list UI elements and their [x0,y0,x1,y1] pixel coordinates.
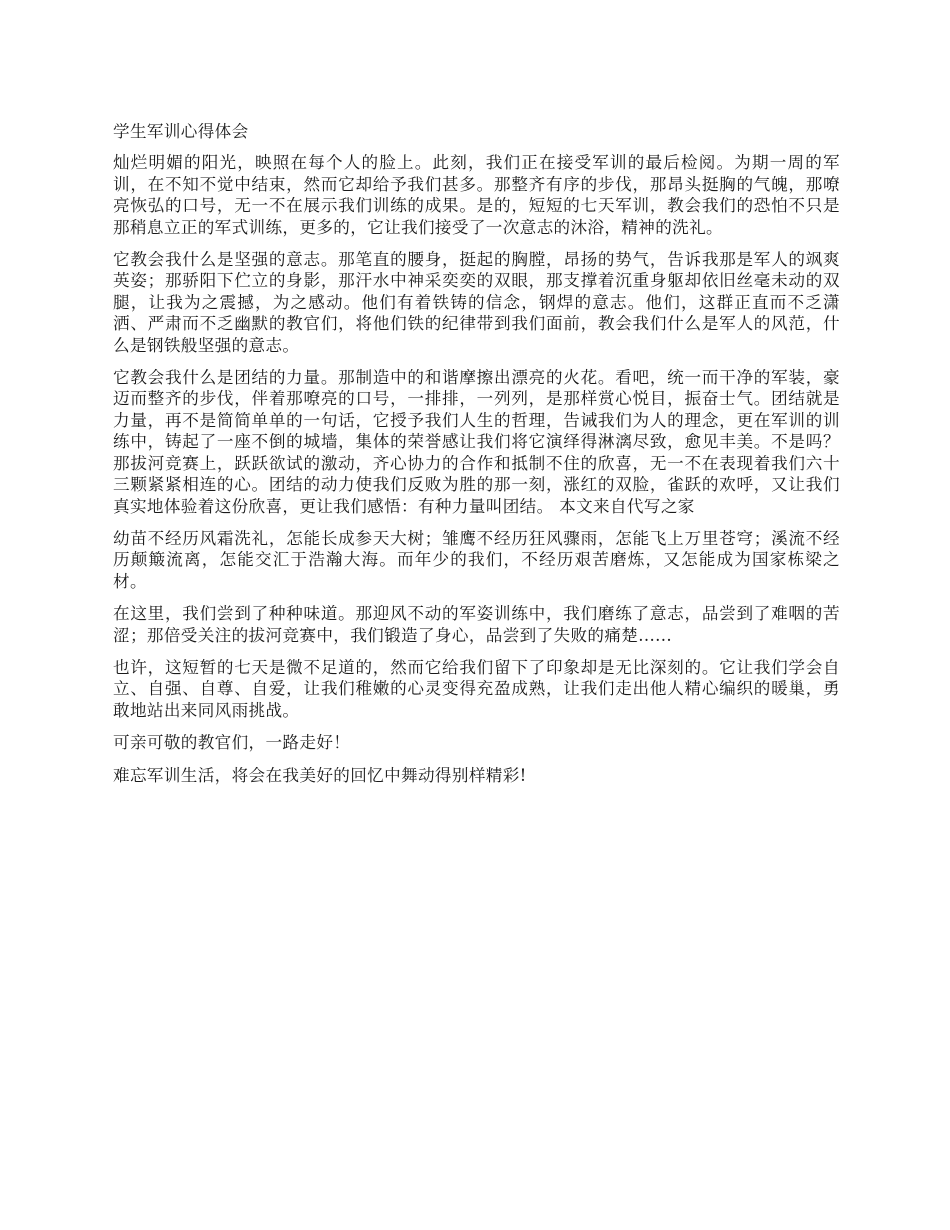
paragraph-unity: 它教会我什么是团结的力量。那制造中的和谐摩擦出漂亮的火花。看吧，统一而干净的军装，豪迈而整齐的步伐，伴着那嘹亮的口号，一排排，一列列，是那样赏心悦目，振奋士气。团结就是力量，再不是简简单单的一句话，它授予我们人生的哲理，告诫我们为人的理念，更在军训的训练中，铸起了一座不倒的城墙，集体的荣誉感让我们将它演绎得淋漓尽致，愈见丰美。不是吗？那拔河竞赛上，跃跃欲试的激动，齐心协力的合作和抵制不住的欣喜，无一不在表现着我们六十三颗紧紧相连的心。团结的动力使我们反败为胜的那一刻，涨红的双脸，雀跃的欢呼，又让我们真实地体验着这份欣喜，更让我们感悟：有种力量叫团结。 本文来自代写之家 [113,368,840,516]
paragraph-taste: 在这里，我们尝到了种种味道。那迎风不动的军姿训练中，我们磨练了意志，品尝到了难咽的苦涩；那倍受关注的拔河竞赛中，我们锻造了身心，品尝到了失败的痛楚...... [113,604,840,645]
document-page [113,121,840,797]
paragraph-closing: 难忘军训生活，将会在我美好的回忆中舞动得别样精彩! [113,765,527,785]
document-title: 学生军训心得体会 [113,122,249,141]
paragraph-seven-days: 也许，这短暂的七天是微不足道的，然而它给我们留下了印象却是无比深刻的。它让我们学会自立、自强、自尊、自爱，让我们稚嫩的心灵变得充盈成熟，让我们走出他人精心编织的暖巢，勇敢地站出来同风雨挑战。 [113,657,840,720]
paragraph-growth: 幼苗不经历风霜洗礼，怎能长成参天大树；雏鹰不经历狂风骤雨，怎能飞上万里苍穹；溪流不经历颠簸流离，怎能交汇于浩瀚大海。而年少的我们，不经历艰苦磨炼，又怎能成为国家栋梁之材。 [113,528,840,591]
paragraph-intro: 灿烂明媚的阳光，映照在每个人的脸上。此刻，我们正在接受军训的最后检阅。为期一周的军训，在不知不觉中结束，然而它却给予我们甚多。那整齐有序的步伐，那昂头挺胸的气魄，那嘹亮恢弘的口号，无一不在展示我们训练的成果。是的，短短的七天军训，教会我们的恐怕不只是那稍息立正的军式训练，更多的，它让我们接受了一次意志的沐浴，精神的洗礼。 [113,153,840,237]
paragraph-farewell: 可亲可敬的教官们，一路走好！ [113,733,351,753]
paragraph-will: 它教会我什么是坚强的意志。那笔直的腰身，挺起的胸膛，昂扬的势气，告诉我那是军人的飒爽英姿；那骄阳下伫立的身影，那汗水中神采奕奕的双眼，那支撑着沉重身躯却依旧丝毫未动的双腿，让我为之震撼，为之感动。他们有着铁铸的信念，钢焊的意志。他们，这群正直而不乏潇洒、严肃而不乏幽默的教官们，将他们铁的纪律带到我们面前，教会我们什么是军人的风范，什么是钢铁般坚强的意志。 [113,250,840,355]
